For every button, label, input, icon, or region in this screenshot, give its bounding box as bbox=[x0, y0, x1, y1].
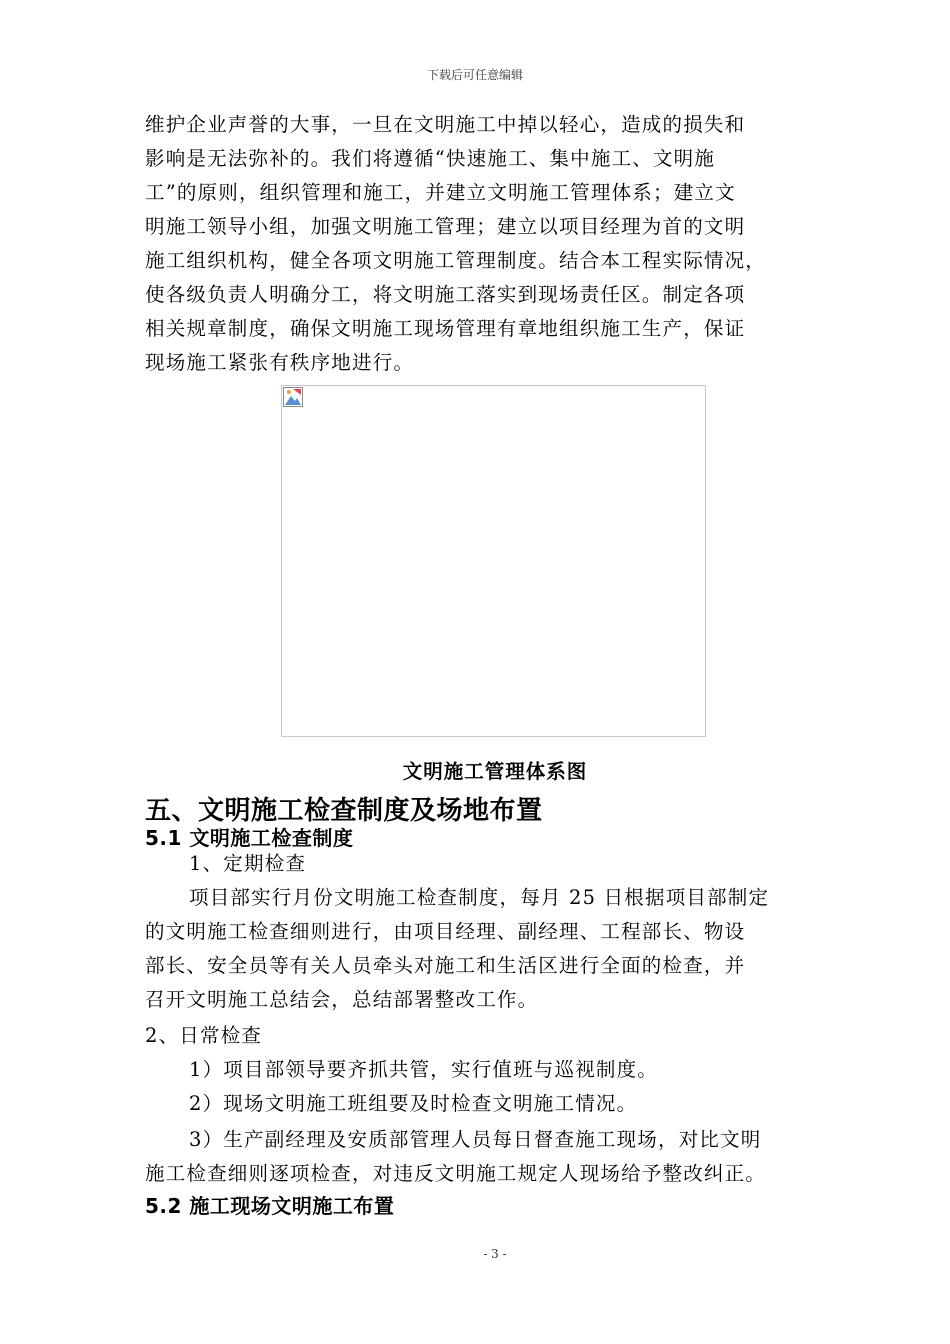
intro-line: 使各级负责人明确分工，将文明施工落实到现场责任区。制定各项 bbox=[145, 283, 746, 306]
item-title: 1、定期检查 bbox=[189, 852, 307, 875]
intro-line: 影响是无法弥补的。我们将遵循“快速施工、集中施工、文明施 bbox=[145, 147, 716, 170]
item-point: 施工检查细则逐项检查，对违反文明施工规定人现场给予整改纠正。 bbox=[145, 1162, 767, 1185]
item-point: 2）现场文明施工班组要及时检查文明施工情况。 bbox=[189, 1092, 638, 1115]
intro-line: 明施工领导小组，加强文明施工管理；建立以项目经理为首的文明 bbox=[145, 215, 746, 238]
intro-line: 维护企业声誉的大事，一旦在文明施工中掉以轻心，造成的损失和 bbox=[145, 113, 746, 136]
figure-frame bbox=[281, 385, 706, 737]
intro-line: 相关规章制度，确保文明施工现场管理有章地组织施工生产，保证 bbox=[145, 317, 746, 340]
figure-caption: 文明施工管理体系图 bbox=[402, 760, 588, 783]
broken-image-icon bbox=[283, 387, 303, 407]
intro-line: 工”的原则，组织管理和施工，并建立文明施工管理体系；建立文 bbox=[145, 181, 736, 204]
intro-line: 现场施工紧张有秩序地进行。 bbox=[145, 351, 415, 374]
item-line: 项目部实行月份文明施工检查制度，每月 25 日根据项目部制定 bbox=[189, 886, 770, 909]
section-title: 五、文明施工检查制度及场地布置 bbox=[145, 796, 543, 826]
subsection-title: 5.1 文明施工检查制度 bbox=[145, 826, 354, 850]
intro-line: 施工组织机构，健全各项文明施工管理制度。结合本工程实际情况， bbox=[145, 249, 767, 272]
item-line: 召开文明施工总结会，总结部署整改工作。 bbox=[145, 988, 539, 1011]
subsection-title: 5.2 施工现场文明施工布置 bbox=[145, 1194, 395, 1218]
item-point: 1）项目部领导要齐抓共管，实行值班与巡视制度。 bbox=[189, 1058, 659, 1081]
item-title: 2、日常检查 bbox=[145, 1024, 263, 1047]
header-note: 下载后可任意编辑 bbox=[426, 68, 523, 82]
intro-paragraph bbox=[145, 108, 807, 380]
item-line: 部长、安全员等有关人员牵头对施工和生活区进行全面的检查，并 bbox=[145, 954, 746, 977]
item-line: 的文明施工检查细则进行，由项目经理、副经理、工程部长、物设 bbox=[145, 920, 746, 943]
page-number: - 3 - bbox=[483, 1247, 507, 1261]
item-point: 3）生产副经理及安质部管理人员每日督查施工现场，对比文明 bbox=[189, 1128, 762, 1151]
